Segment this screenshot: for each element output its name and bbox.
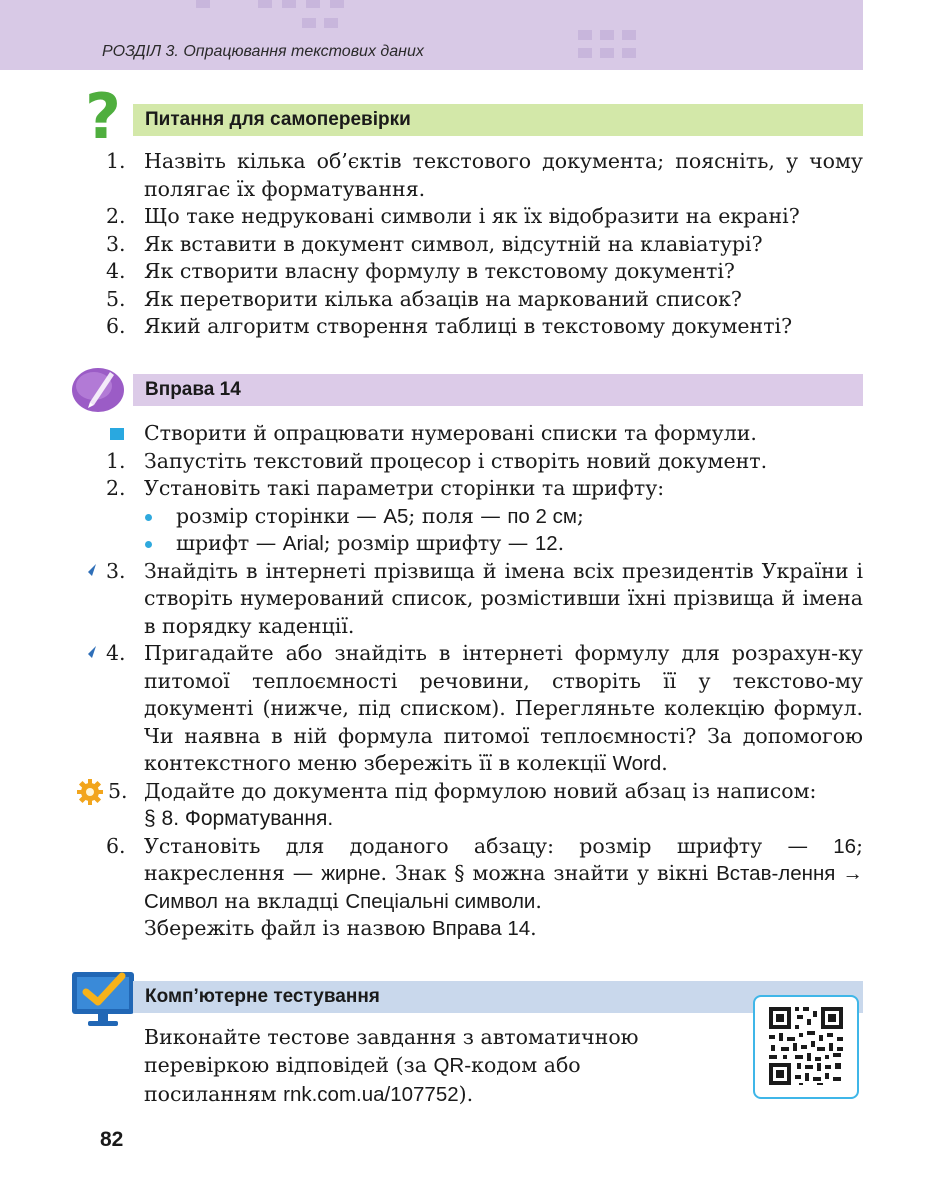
- bullet-text: розмір сторінки — A5; поля — по 2 см;: [176, 503, 584, 528]
- item-text: Знайдіть в інтернеті прізвища й імена всіх президентів України і створіть нумерований список, розмістивши їхні прізвища й імена в порядку каденції.: [144, 558, 863, 638]
- item-number: 3.: [106, 558, 126, 583]
- decor-square: [578, 48, 592, 58]
- chapter-header: [0, 0, 863, 70]
- item-text: Установіть для доданого абзацу: розмір шрифту — 16; накреслення — жирне. Знак § можна знайти у вікні Встав-лення → Символ на вкладці Спеціальні символи. Збережіть файл із назвою Вправа 14.: [144, 833, 863, 940]
- item-number: 4.: [106, 641, 126, 665]
- item-number: 2.: [106, 476, 126, 500]
- test-link[interactable]: rnk.com.ua/107752: [283, 1083, 459, 1106]
- item-number: 5.: [106, 286, 126, 311]
- question-item: [0, 231, 863, 259]
- questions-list: [0, 148, 863, 341]
- question-text: Як вставити в документ символ, відсутній на клавіатурі?: [144, 231, 763, 256]
- qr-code-image: [755, 997, 857, 1097]
- item-number: 2.: [106, 204, 126, 228]
- testing-text: Виконайте тестове завдання з автоматичною перевіркою відповідей (за QR-кодом або посиланням rnk.com.ua/107752).: [144, 1025, 639, 1106]
- decor-square: [324, 18, 338, 28]
- exercise-item: [0, 833, 863, 943]
- question-text: Що таке недруковані символи і як їх відобразити на екрані?: [144, 204, 800, 228]
- decor-square: [600, 48, 614, 58]
- decor-square: [578, 30, 592, 40]
- item-number: 4.: [106, 259, 126, 283]
- item-text: Запустіть текстовий процесор і створіть новий документ.: [144, 448, 768, 473]
- exercise-item: [0, 475, 863, 503]
- decor-square: [282, 0, 296, 8]
- question-text: Назвіть кілька об’єктів текстового документа; поясніть, у чому полягає їх форматування.: [144, 149, 863, 201]
- question-item: [0, 148, 863, 203]
- decor-square: [306, 0, 320, 8]
- bullet-item: [0, 530, 863, 558]
- gear-icon: [77, 779, 103, 805]
- goal-text: Створити й опрацювати нумеровані списки та формули.: [144, 421, 757, 445]
- qr-code[interactable]: [753, 995, 859, 1099]
- item-number: 1.: [106, 448, 126, 473]
- monitor-check-icon: [70, 970, 136, 1028]
- chapter-title: РОЗДІЛ 3. Опрацювання текстових даних: [102, 43, 424, 60]
- exercise-list: [0, 420, 863, 943]
- arrow-icon: [78, 644, 98, 664]
- testing-heading: Комп’ютерне тестування: [133, 981, 863, 1013]
- decor-square: [258, 0, 272, 8]
- decor-square: [196, 0, 210, 8]
- question-item: [0, 286, 863, 314]
- exercise-heading: Вправа 14: [133, 374, 863, 406]
- question-text: Який алгоритм створення таблиці в текстовому документі?: [144, 314, 793, 338]
- decor-square: [600, 30, 614, 40]
- exercise-goal: [0, 420, 863, 448]
- question-mark-icon: ?: [85, 80, 121, 153]
- item-text: Установіть такі параметри сторінки та шрифту:: [144, 476, 665, 500]
- questions-heading: Питання для самоперевірки: [133, 104, 863, 136]
- question-text: Як перетворити кілька абзаців на маркований список?: [144, 286, 742, 311]
- pen-icon: [68, 362, 130, 416]
- decor-square: [330, 0, 344, 8]
- question-item: [0, 313, 863, 341]
- exercise-item: [0, 640, 863, 778]
- item-number: 1.: [106, 149, 126, 173]
- item-text: Пригадайте або знайдіть в інтернеті формулу для розрахун-ку питомої теплоємності речовини, створіть її у текстово-му документі (нижче, під списком). Перегляньте колекцію формул. Чи наявна в ній формула питомої теплоємності? За допомогою контекстного меню збережіть її в колекції Word.: [144, 641, 863, 775]
- bullet-item: [0, 503, 863, 531]
- blue-square-marker: [110, 428, 124, 440]
- arrow-icon: [78, 562, 98, 582]
- item-number: 6.: [106, 314, 126, 338]
- exercise-item: [0, 448, 863, 476]
- sample-heading-text: § 8. Форматування.: [144, 807, 334, 830]
- page-number: 82: [100, 1128, 124, 1151]
- question-item: [0, 258, 863, 286]
- bullet-dot: [145, 514, 152, 521]
- item-number: 3.: [106, 231, 126, 256]
- decor-square: [622, 30, 636, 40]
- decor-square: [622, 48, 636, 58]
- question-item: [0, 203, 863, 231]
- bullet-dot: [145, 541, 152, 548]
- question-text: Як створити власну формулу в текстовому документі?: [144, 259, 735, 283]
- exercise-item: [0, 778, 863, 833]
- item-number: 6.: [106, 833, 126, 858]
- exercise-item: [0, 558, 863, 641]
- item-number: 5.: [108, 778, 128, 803]
- item-text: Додайте до документа під формулою новий абзац із написом: § 8. Форматування.: [144, 778, 863, 833]
- decor-square: [302, 18, 316, 28]
- bullet-text: шрифт — Arial; розмір шрифту — 12.: [176, 531, 565, 555]
